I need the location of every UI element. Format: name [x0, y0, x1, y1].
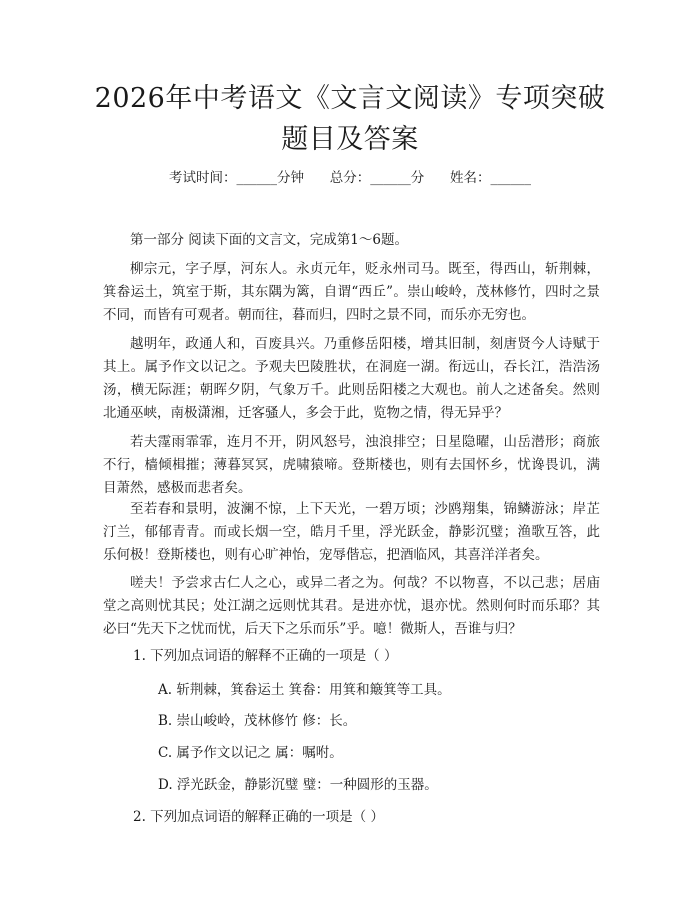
answer-option: A. 斩荆棘，箕畚运土 箕畚：用箕和簸箕等工具。	[158, 682, 451, 698]
answer-option: B. 崇山峻岭，茂林修竹 修：长。	[158, 713, 357, 729]
passage-paragraph: 嗟夫！予尝求古仁人之心，或异二者之为。何哉？不以物喜，不以己悲；居庙堂之高则忧其民；处江湖之远则忧其君。是进亦忧，退亦忧。然则何时而乐耶？其必曰“先天下之忧而忧，后天下之乐而乐”乎。噫！微斯人，吾谁与归？	[103, 575, 600, 637]
question-stem: 1. 下列加点词语的解释不正确的一项是（ ）	[133, 648, 398, 664]
answer-option: C. 属予作文以记之 属：嘱咐。	[158, 745, 343, 761]
exam-info-line: 考试时间：______分钟 总分：______分 姓名：______	[169, 170, 531, 186]
section-heading: 第一部分 阅读下面的文言文，完成第1～6题。	[130, 232, 408, 248]
question-stem: 2. 下列加点词语的解释正确的一项是（ ）	[133, 809, 384, 825]
passage-paragraph: 若夫霪雨霏霏，连月不开，阴风怒号，浊浪排空；日星隐曜，山岳潜形；商旅不行，樯倾楫摧；薄暮冥冥，虎啸猿啼。登斯楼也，则有去国怀乡，忧谗畏讥，满目萧然，感极而悲者矣。	[103, 434, 600, 496]
answer-option: D. 浮光跃金，静影沉璧 璧：一种圆形的玉器。	[158, 777, 438, 793]
passage-paragraph: 越明年，政通人和，百废具兴。乃重修岳阳楼，增其旧制，刻唐贤今人诗赋于其上。属予作文以记之。予观夫巴陵胜状，在洞庭一湖。衔远山，吞长江，浩浩汤汤，横无际涯；朝晖夕阴，气象万千。此则岳阳楼之大观也。前人之述备矣。然则北通巫峡，南极潇湘，迁客骚人，多会于此，览物之情，得无异乎？	[103, 336, 600, 421]
document-title: 2026年中考语文《文言文阅读》专项突破题目及答案	[94, 83, 606, 155]
passage-paragraph: 至若春和景明，波澜不惊，上下天光，一碧万顷；沙鸥翔集，锦鳞游泳；岸芷汀兰，郁郁青青。而或长烟一空，皓月千里，浮光跃金，静影沉璧；渔歌互答，此乐何极！登斯楼也，则有心旷神怡，宠辱偕忘，把酒临风，其喜洋洋者矣。	[103, 501, 600, 563]
passage-paragraph: 柳宗元，字子厚，河东人。永贞元年，贬永州司马。既至，得西山，斩荆棘，箕畚运土，筑室于斯，其东隅为篱，自谓“西丘”。崇山峻岭，茂林修竹，四时之景不同，而皆有可观者。朝而往，暮而归，四时之景不同，而乐亦无穷也。	[103, 261, 600, 323]
